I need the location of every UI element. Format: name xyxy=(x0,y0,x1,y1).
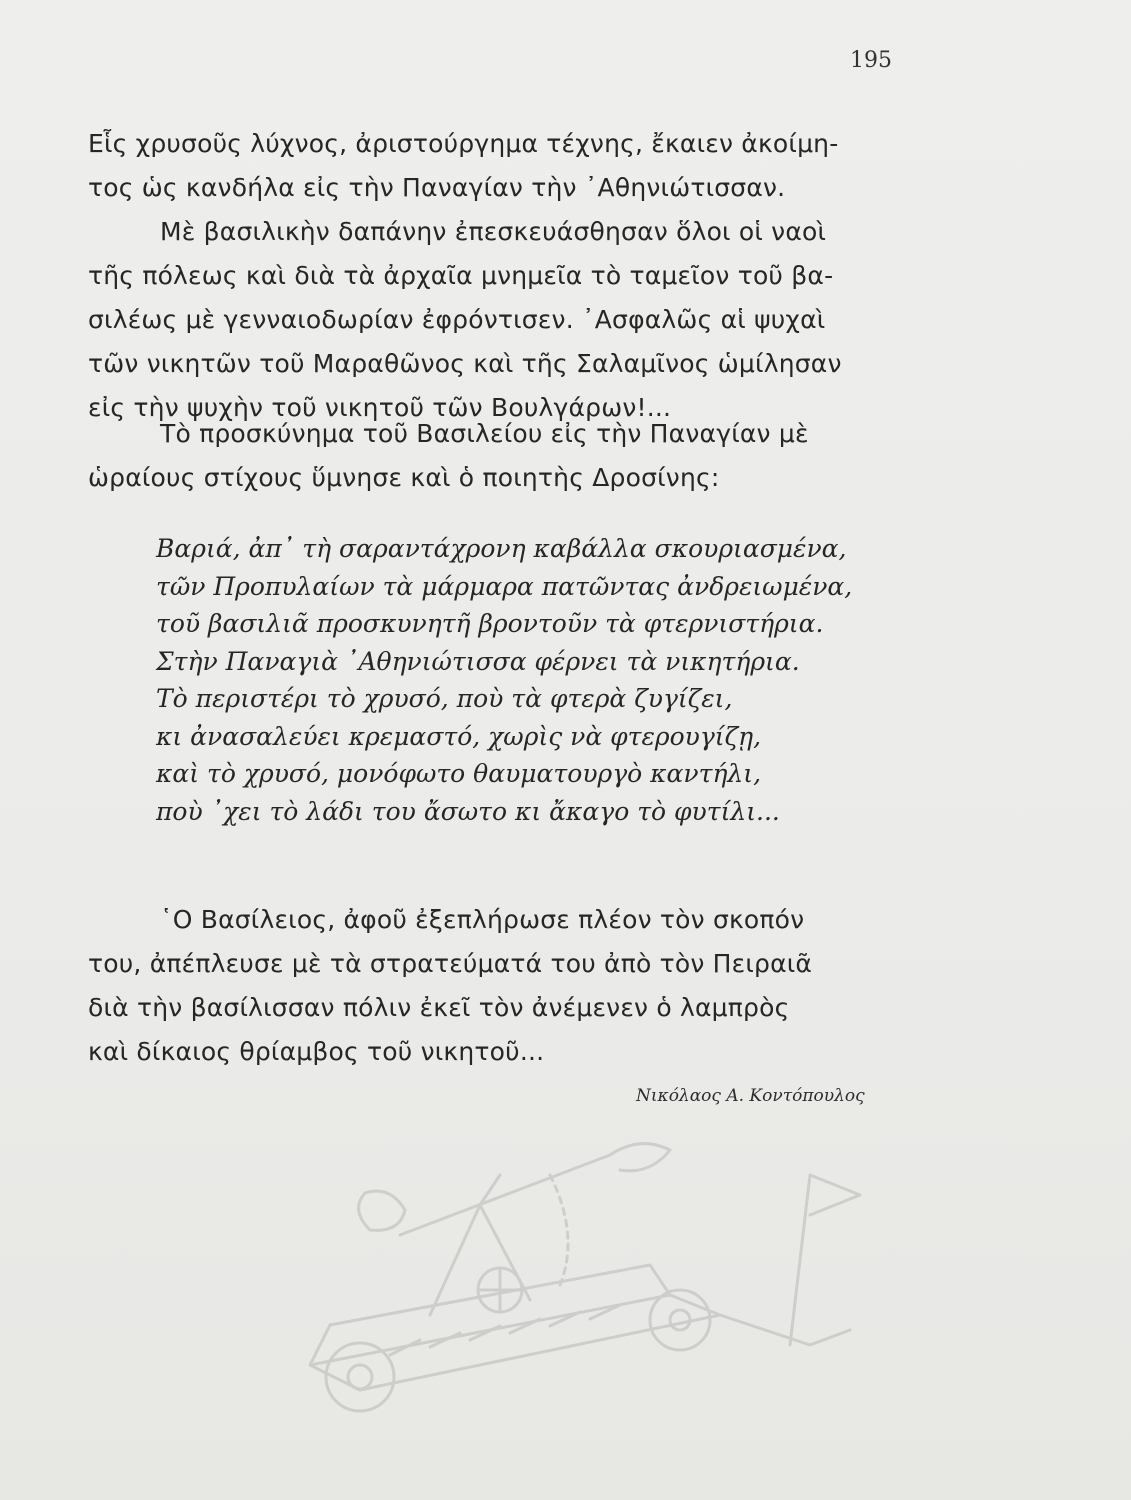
poem-verse: καὶ τὸ χρυσό, μονόφωτο θαυματουργὸ καντήλι, xyxy=(156,759,762,788)
poem-verse: τῶν Προπυλαίων τὰ μάρμαρα πατῶντας ἀνδρειωμένα, xyxy=(156,571,853,601)
text-line: Εἷς χρυσοῦς λύχνος, ἀριστούργημα τέχνης, ἔκαιεν ἀκοίμη- xyxy=(88,129,839,158)
text-line: ὡραίους στίχους ὕμνησε καὶ ὁ ποιητὴς Δροσίνης: xyxy=(88,463,720,492)
poem-verse: Βαριά, ἀπ᾿ τὴ σαραντάχρονη καβάλλα σκουριασμένα, xyxy=(156,534,847,563)
text-line: τος ὡς κανδήλα εἰς τὴν Παναγίαν τὴν ᾿Αθηνιώτισσαν. xyxy=(88,173,786,202)
text-line: σιλέως μὲ γενναιοδωρίαν ἐφρόντισεν. ᾿Ασφαλῶς αἱ ψυχαὶ xyxy=(88,305,826,334)
paragraph-3 xyxy=(88,412,938,500)
page-number: 195 xyxy=(850,48,892,73)
poem-verse: Στὴν Παναγιὰ ᾿Αθηνιώτισσα φέρνει τὰ νικητήρια. xyxy=(156,646,800,676)
author-signature: Νικόλαος Α. Κοντόπουλος xyxy=(636,1086,865,1106)
text-line: ῾Ο Βασίλειος, ἀφοῦ ἐξεπλήρωσε πλέον τὸν σκοπόν xyxy=(160,905,805,934)
text-line: τῆς πόλεως καὶ διὰ τὰ ἀρχαῖα μνημεῖα τὸ ταμεῖον τοῦ βα- xyxy=(88,261,834,290)
poem-verse: τοῦ βασιλιᾶ προσκυνητῆ βροντοῦν τὰ φτερνιστήρια. xyxy=(156,609,824,638)
text-line: διὰ τὴν βασίλισσαν πόλιν ἐκεῖ τὸν ἀνέμενεν ὁ λαμπρὸς xyxy=(88,993,790,1022)
poem-verse: Τὸ περιστέρι τὸ χρυσό, ποὺ τὰ φτερὰ ζυγίζει, xyxy=(156,684,733,713)
poem-stanza xyxy=(156,530,946,830)
text-line: Μὲ βασιλικὴν δαπάνην ἐπεσκευάσθησαν ὅλοι οἱ ναοὶ xyxy=(160,217,827,246)
text-line: Τὸ προσκύνημα τοῦ Βασιλείου εἰς τὴν Παναγίαν μὲ xyxy=(160,419,809,448)
text-line: τῶν νικητῶν τοῦ Μαραθῶνος καὶ τῆς Σαλαμῖνος ὡμίλησαν xyxy=(88,349,842,378)
closing-paragraph xyxy=(88,898,938,1074)
paragraph-2 xyxy=(88,210,938,430)
text-line: καὶ δίκαιος θρίαμβος τοῦ νικητοῦ... xyxy=(88,1037,545,1066)
poem-verse: ποὺ ᾿χει τὸ λάδι του ἄσωτο κι ἄκαγο τὸ φυτίλι... xyxy=(156,796,780,826)
poem-verse: κι ἀνασαλεύει κρεμαστό, χωρὶς νὰ φτερουγίζῃ, xyxy=(156,721,762,751)
catapult-illustration-icon xyxy=(250,1115,950,1415)
text-line: του, ἀπέπλευσε μὲ τὰ στρατεύματά του ἀπὸ τὸν Πειραιᾶ xyxy=(88,949,813,978)
paragraph-1 xyxy=(88,122,938,210)
text-line: εἰς τὴν ψυχὴν τοῦ νικητοῦ τῶν Βουλγάρων!... xyxy=(88,393,672,422)
